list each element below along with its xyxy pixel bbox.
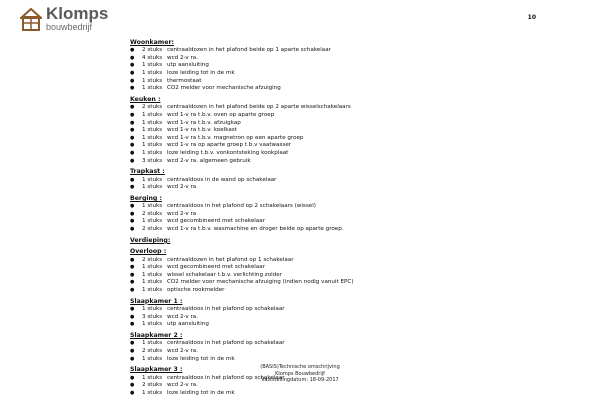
list-item [130, 184, 570, 192]
item-description: wcd 2-v ra. [167, 54, 199, 61]
list-item [130, 348, 570, 356]
item-description: centraaldoos in het plafond op schakelaar [167, 374, 285, 381]
logo-name: Klomps [46, 4, 109, 23]
item-description: wcd 2-v ra. [167, 347, 199, 354]
item-quantity: 1 stuks [142, 85, 163, 92]
item-description: centraaldozen in het plafond op 1 schakelaar [167, 256, 294, 263]
item-description: thermostaat [167, 77, 202, 84]
bullet-icon: ● [130, 218, 135, 225]
room-section [130, 195, 570, 234]
item-quantity: 1 stuks [142, 218, 163, 225]
bullet-icon: ● [130, 119, 135, 126]
room-title: Slaapkamer 3 : [130, 366, 183, 374]
room-title: Overloop : [130, 248, 167, 256]
list-item [130, 55, 570, 63]
bullet-icon: ● [130, 355, 135, 362]
item-description: CO2 melder voor mechanische afzuiging [167, 85, 281, 92]
bullet-icon: ● [130, 340, 135, 347]
bullet-icon: ● [130, 142, 135, 149]
list-item [130, 127, 570, 135]
room-title: Woonkamer: [130, 39, 174, 46]
footer-line-3: Vaststellingdatum: 18-09-2017 [261, 377, 339, 383]
list-item [130, 135, 570, 143]
bullet-icon: ● [130, 77, 135, 84]
list-item [130, 218, 570, 226]
house-logo-icon [20, 7, 42, 31]
list-item [130, 112, 570, 120]
item-quantity: 1 stuks [142, 321, 163, 328]
room-section [130, 332, 570, 363]
bullet-icon: ● [130, 203, 135, 210]
item-quantity: 4 stuks [142, 54, 163, 61]
item-description: wcd 1-v ra t.b.v. magnetron op een aparte groep [167, 134, 304, 141]
item-description: wcd gecombineerd met schakelaar [167, 218, 265, 225]
list-item [130, 272, 570, 280]
item-quantity: 1 stuks [142, 77, 163, 84]
item-quantity: 3 stuks [142, 313, 163, 320]
item-description: wcd 1-v ra op aparte groep t.b.v vaatwasser [167, 142, 292, 149]
footer-line-1: (BASIS)Technische omschrijving [260, 364, 340, 370]
bullet-icon: ● [130, 149, 135, 156]
room-section [130, 298, 570, 329]
item-list [130, 177, 570, 192]
bullet-icon: ● [130, 313, 135, 320]
item-description: centraaldoos in het plafond op 2 schakelaars (wissel) [167, 203, 316, 210]
room-title: Verdieping: [130, 236, 171, 244]
item-quantity: 2 stuks [142, 256, 163, 263]
item-description: wcd 2-v ra [167, 210, 197, 217]
page-number: 10 [527, 14, 536, 21]
item-quantity: 1 stuks [142, 119, 163, 126]
specification-content [130, 39, 570, 397]
list-item [130, 47, 570, 55]
item-quantity: 3 stuks [142, 157, 163, 164]
bullet-icon: ● [130, 279, 135, 286]
room-title: Slaapkamer 1 : [130, 297, 183, 305]
item-list [130, 47, 570, 93]
room-section [130, 237, 570, 245]
item-quantity: 1 stuks [142, 340, 163, 347]
item-quantity: 2 stuks [142, 104, 163, 111]
list-item [130, 279, 570, 287]
bullet-icon: ● [130, 374, 135, 381]
bullet-icon: ● [130, 226, 135, 233]
item-quantity: 1 stuks [142, 264, 163, 271]
bullet-icon: ● [130, 54, 135, 61]
item-description: centraaldoos in het plafond op schakelaar [167, 306, 285, 313]
room-section [130, 96, 570, 165]
bullet-icon: ● [130, 134, 135, 141]
item-description: centraaldoos in het plafond op schakelaar [167, 340, 285, 347]
item-description: wcd 1-v ra t.b.v. koelkast [167, 127, 237, 134]
list-item [130, 287, 570, 295]
bullet-icon: ● [130, 47, 135, 54]
item-quantity: 1 stuks [142, 203, 163, 210]
item-list [130, 203, 570, 233]
list-item [130, 390, 570, 398]
bullet-icon: ● [130, 127, 135, 134]
bullet-icon: ● [130, 271, 135, 278]
item-description: wcd 1-v ra t.b.v. oven op aparte groep [167, 111, 275, 118]
footer-line-2: Klomps Bouwbedrijf [275, 370, 325, 377]
item-quantity: 1 stuks [142, 111, 163, 118]
item-quantity: 2 stuks [142, 47, 163, 54]
item-description: centraaldoos in de wand op schakelaar [167, 176, 277, 183]
item-quantity: 1 stuks [142, 127, 163, 134]
list-item [130, 120, 570, 128]
list-item [130, 211, 570, 219]
room-section [130, 39, 570, 93]
footer [0, 364, 600, 384]
bullet-icon: ● [130, 389, 135, 396]
list-item [130, 104, 570, 112]
list-item [130, 85, 570, 93]
list-item [130, 142, 570, 150]
item-quantity: 1 stuks [142, 62, 163, 69]
item-description: wcd 2-v ra. [167, 313, 199, 320]
item-description: CO2 melder voor mechanische afzuiging (indien nodig vanuit EPC) [167, 279, 354, 286]
item-description: loze leiding tot in de mk [167, 70, 235, 77]
item-description: loze leiding tot in de mk [167, 389, 235, 396]
list-item [130, 257, 570, 265]
bullet-icon: ● [130, 347, 135, 354]
item-list [130, 340, 570, 363]
item-description: wissel schakelaar t.b.v. verlichting zolder [167, 271, 283, 278]
bullet-icon: ● [130, 382, 135, 389]
item-description: wcd 1-v ra t.b.v. wasmachine en droger beide op aparte groep. [167, 226, 344, 233]
item-quantity: 1 stuks [142, 134, 163, 141]
list-item [130, 306, 570, 314]
item-description: wcd gecombineerd met schakelaar [167, 264, 265, 271]
list-item [130, 321, 570, 329]
list-item [130, 340, 570, 348]
list-item [130, 150, 570, 158]
item-list [130, 306, 570, 329]
item-quantity: 1 stuks [142, 176, 163, 183]
company-logo [20, 5, 108, 32]
item-quantity: 1 stuks [142, 271, 163, 278]
room-title: Trapkast : [130, 168, 165, 176]
item-quantity: 1 stuks [142, 355, 163, 362]
item-quantity: 2 stuks [142, 347, 163, 354]
item-quantity: 1 stuks [142, 306, 163, 313]
item-description: optische rookmelder [167, 286, 225, 293]
list-item [130, 177, 570, 185]
list-item [130, 78, 570, 86]
room-section [130, 168, 570, 191]
item-description: wcd 2-v ra [167, 184, 197, 191]
bullet-icon: ● [130, 286, 135, 293]
bullet-icon: ● [130, 184, 135, 191]
item-description: wcd 2-v ra. algemeen gebruik [167, 157, 251, 164]
list-item [130, 264, 570, 272]
item-description: wcd 1-v ra t.b.v. afzuigkap [167, 119, 241, 126]
item-quantity: 1 stuks [142, 149, 163, 156]
bullet-icon: ● [130, 85, 135, 92]
room-title: Slaapkamer 2 : [130, 332, 183, 340]
bullet-icon: ● [130, 306, 135, 313]
bullet-icon: ● [130, 264, 135, 271]
item-quantity: 1 stuks [142, 286, 163, 293]
bullet-icon: ● [130, 321, 135, 328]
bullet-icon: ● [130, 176, 135, 183]
logo-subtitle: bouwbedrijf [46, 22, 93, 32]
item-description: wcd 2-v ra. [167, 382, 199, 389]
list-item [130, 356, 570, 364]
list-item [130, 203, 570, 211]
bullet-icon: ● [130, 111, 135, 118]
item-list [130, 257, 570, 295]
item-description: utp aansluiting [167, 321, 209, 328]
room-title: Berging : [130, 194, 162, 202]
item-description: utp aansluiting [167, 62, 209, 69]
item-description: centraaldozen in het plafond beide op 1 aparte schakelaar [167, 47, 331, 54]
list-item [130, 158, 570, 166]
item-quantity: 1 stuks [142, 279, 163, 286]
bullet-icon: ● [130, 256, 135, 263]
list-item [130, 314, 570, 322]
bullet-icon: ● [130, 70, 135, 77]
item-quantity: 1 stuks [142, 374, 163, 381]
item-quantity: 2 stuks [142, 226, 163, 233]
bullet-icon: ● [130, 104, 135, 111]
item-quantity: 1 stuks [142, 142, 163, 149]
room-title: Keuken : [130, 96, 161, 104]
item-quantity: 1 stuks [142, 70, 163, 77]
bullet-icon: ● [130, 62, 135, 69]
item-list [130, 104, 570, 165]
item-description: loze leiding tot in de mk [167, 355, 235, 362]
item-description: centraaldozen in het plafond beide op 2 aparte wisselschakelaars [167, 104, 351, 111]
item-quantity: 2 stuks [142, 382, 163, 389]
item-quantity: 1 stuks [142, 184, 163, 191]
list-item [130, 62, 570, 70]
bullet-icon: ● [130, 157, 135, 164]
list-item [130, 226, 570, 234]
bullet-icon: ● [130, 210, 135, 217]
list-item [130, 70, 570, 78]
room-section [130, 248, 570, 294]
item-quantity: 2 stuks [142, 210, 163, 217]
item-description: loze leiding t.b.v. vonkontsteking kookplaat [167, 149, 289, 156]
item-quantity: 1 stuks [142, 389, 163, 396]
